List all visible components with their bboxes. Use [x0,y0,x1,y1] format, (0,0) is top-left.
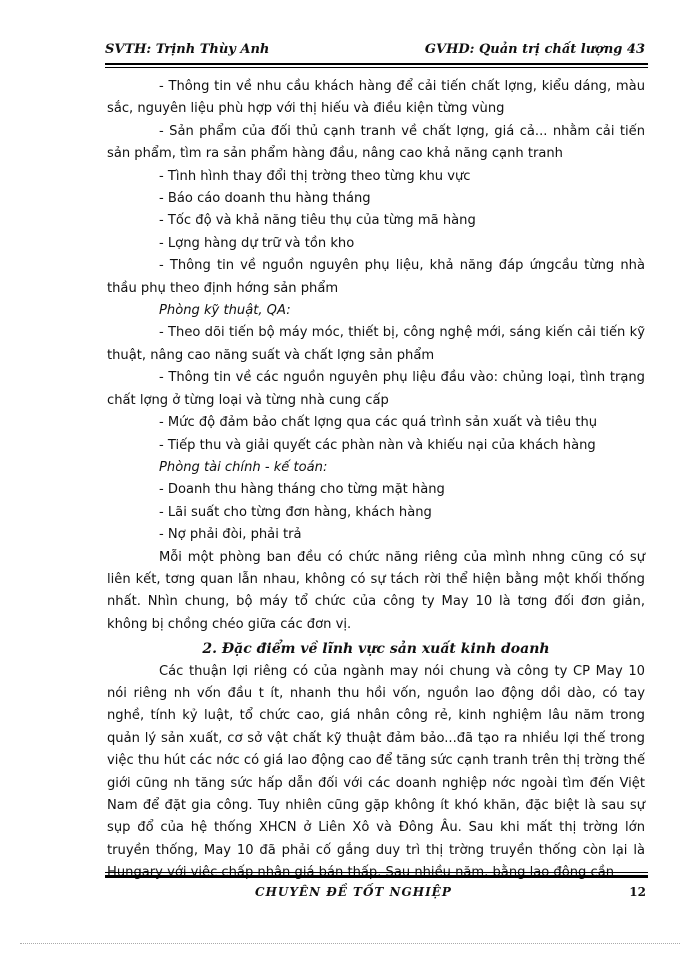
paragraph: - Theo dõi tiến bộ máy móc, thiết bị, công nghệ mới, sáng kiến cải tiến kỹ thuật, nâng cao năng suất và chất lợng sản phẩm [107,325,645,363]
department-heading: Phòng tài chính - kế toán: [159,459,328,475]
header-rule-thin [105,67,648,68]
paragraph: - Tiếp thu và giải quyết các phàn nàn và khiếu nại của khách hàng [159,437,596,453]
paragraph: - Tình hình thay đổi thị trờng theo từng khu vực [159,168,471,184]
page-footer [105,885,648,903]
page-number: 12 [629,885,646,899]
header-author: SVTH: Trịnh Thùy Anh [105,42,270,57]
page-header [105,40,645,62]
document-body [107,76,645,885]
paragraph: - Lãi suất cho từng đơn hàng, khách hàng [159,504,432,520]
section-title: 2. Đặc điểm về lĩnh vực sản xuất kinh doanh [202,641,550,658]
paragraph: - Thông tin về nguồn nguyên phụ liệu, khả năng đáp ứngcầu từng nhà thầu phụ theo định hớng sản phẩm [107,258,645,296]
paragraph: - Thông tin về nhu cầu khách hàng để cải tiến chất lợng, kiểu dáng, màu sắc, nguyên liệu phù hợp với thị hiếu và điều kiện từng vùng [107,79,645,117]
footer-title: CHUYÊN ĐỀ TỐT NGHIỆP [255,885,452,899]
paragraph: - Mức độ đảm bảo chất lợng qua các quá trình sản xuất và tiêu thụ [159,415,598,431]
header-course: GVHD: Quản trị chất lượng 43 [424,42,645,57]
paragraph: - Tốc độ và khả năng tiêu thụ của từng mã hàng [159,213,476,229]
paragraph: - Doanh thu hàng tháng cho từng mặt hàng [159,482,445,498]
page-edge-dots [20,943,680,944]
paragraph: - Nợ phải đòi, phải trả [159,527,302,543]
footer-rule-thin [105,872,648,873]
paragraph: Mỗi một phòng ban đều có chức năng riêng của mình nhng cũng có sự liên kết, tơng quan lẫn nhau, không có sự tách rời thể hiện bằng một khối thống nhất. Nhìn chung, bộ máy tổ chức của công ty May 10 là tơng đối đơn giản, không bị chồng chéo giữa các đơn vị. [107,549,645,632]
paragraph: - Lợng hàng dự trữ và tồn kho [159,235,355,251]
department-heading: Phòng kỹ thuật, QA: [159,303,291,319]
header-rule-thick [105,63,648,65]
paragraph: - Báo cáo doanh thu hàng tháng [159,191,371,207]
footer-rule-thick [105,875,648,878]
paragraph: - Thông tin về các nguồn nguyên phụ liệu đầu vào: chủng loại, tình trạng chất lợng ở từng loại và từng nhà cung cấp [107,370,645,408]
paragraph: Các thuận lợi riêng có của ngành may nói chung và công ty CP May 10 nói riêng nh vốn đầu t ít, nhanh thu hồi vốn, nguồn lao động dồi dào, có tay nghề, tính kỷ luật, tổ chức cao, giá nhân công rẻ, kinh nghiệm lâu năm trong quản lý sản xuất, cơ sở vật chất kỹ thuật đảm bảo...đã tạo ra nhiều lợi thế trong việc thu hút các nớc có giá lao động cao để tăng sức cạnh tranh trên thị trờng thế giới cũng nh tăng sức hấp dẫn đối với các doanh nghiệp nớc ngoài tìm đến Việt Nam để đặt gia công. Tuy nhiên cũng gặp không ít khó khăn, đặc biệt là sau sự sụp đổ của hệ thống XHCN ở Liên Xô và Đông Âu. Sau khi mất thị trờng lớn truyền thống, May 10 đã phải cố gắng duy trì thị trờng truyền thống còn lại là [107,663,645,858]
paragraph: - Sản phẩm của đối thủ cạnh tranh về chất lợng, giá cả... nhằm cải tiến sản phẩm, tìm ra sản phẩm hàng đầu, nâng cao khả năng cạnh tranh [107,123,645,162]
